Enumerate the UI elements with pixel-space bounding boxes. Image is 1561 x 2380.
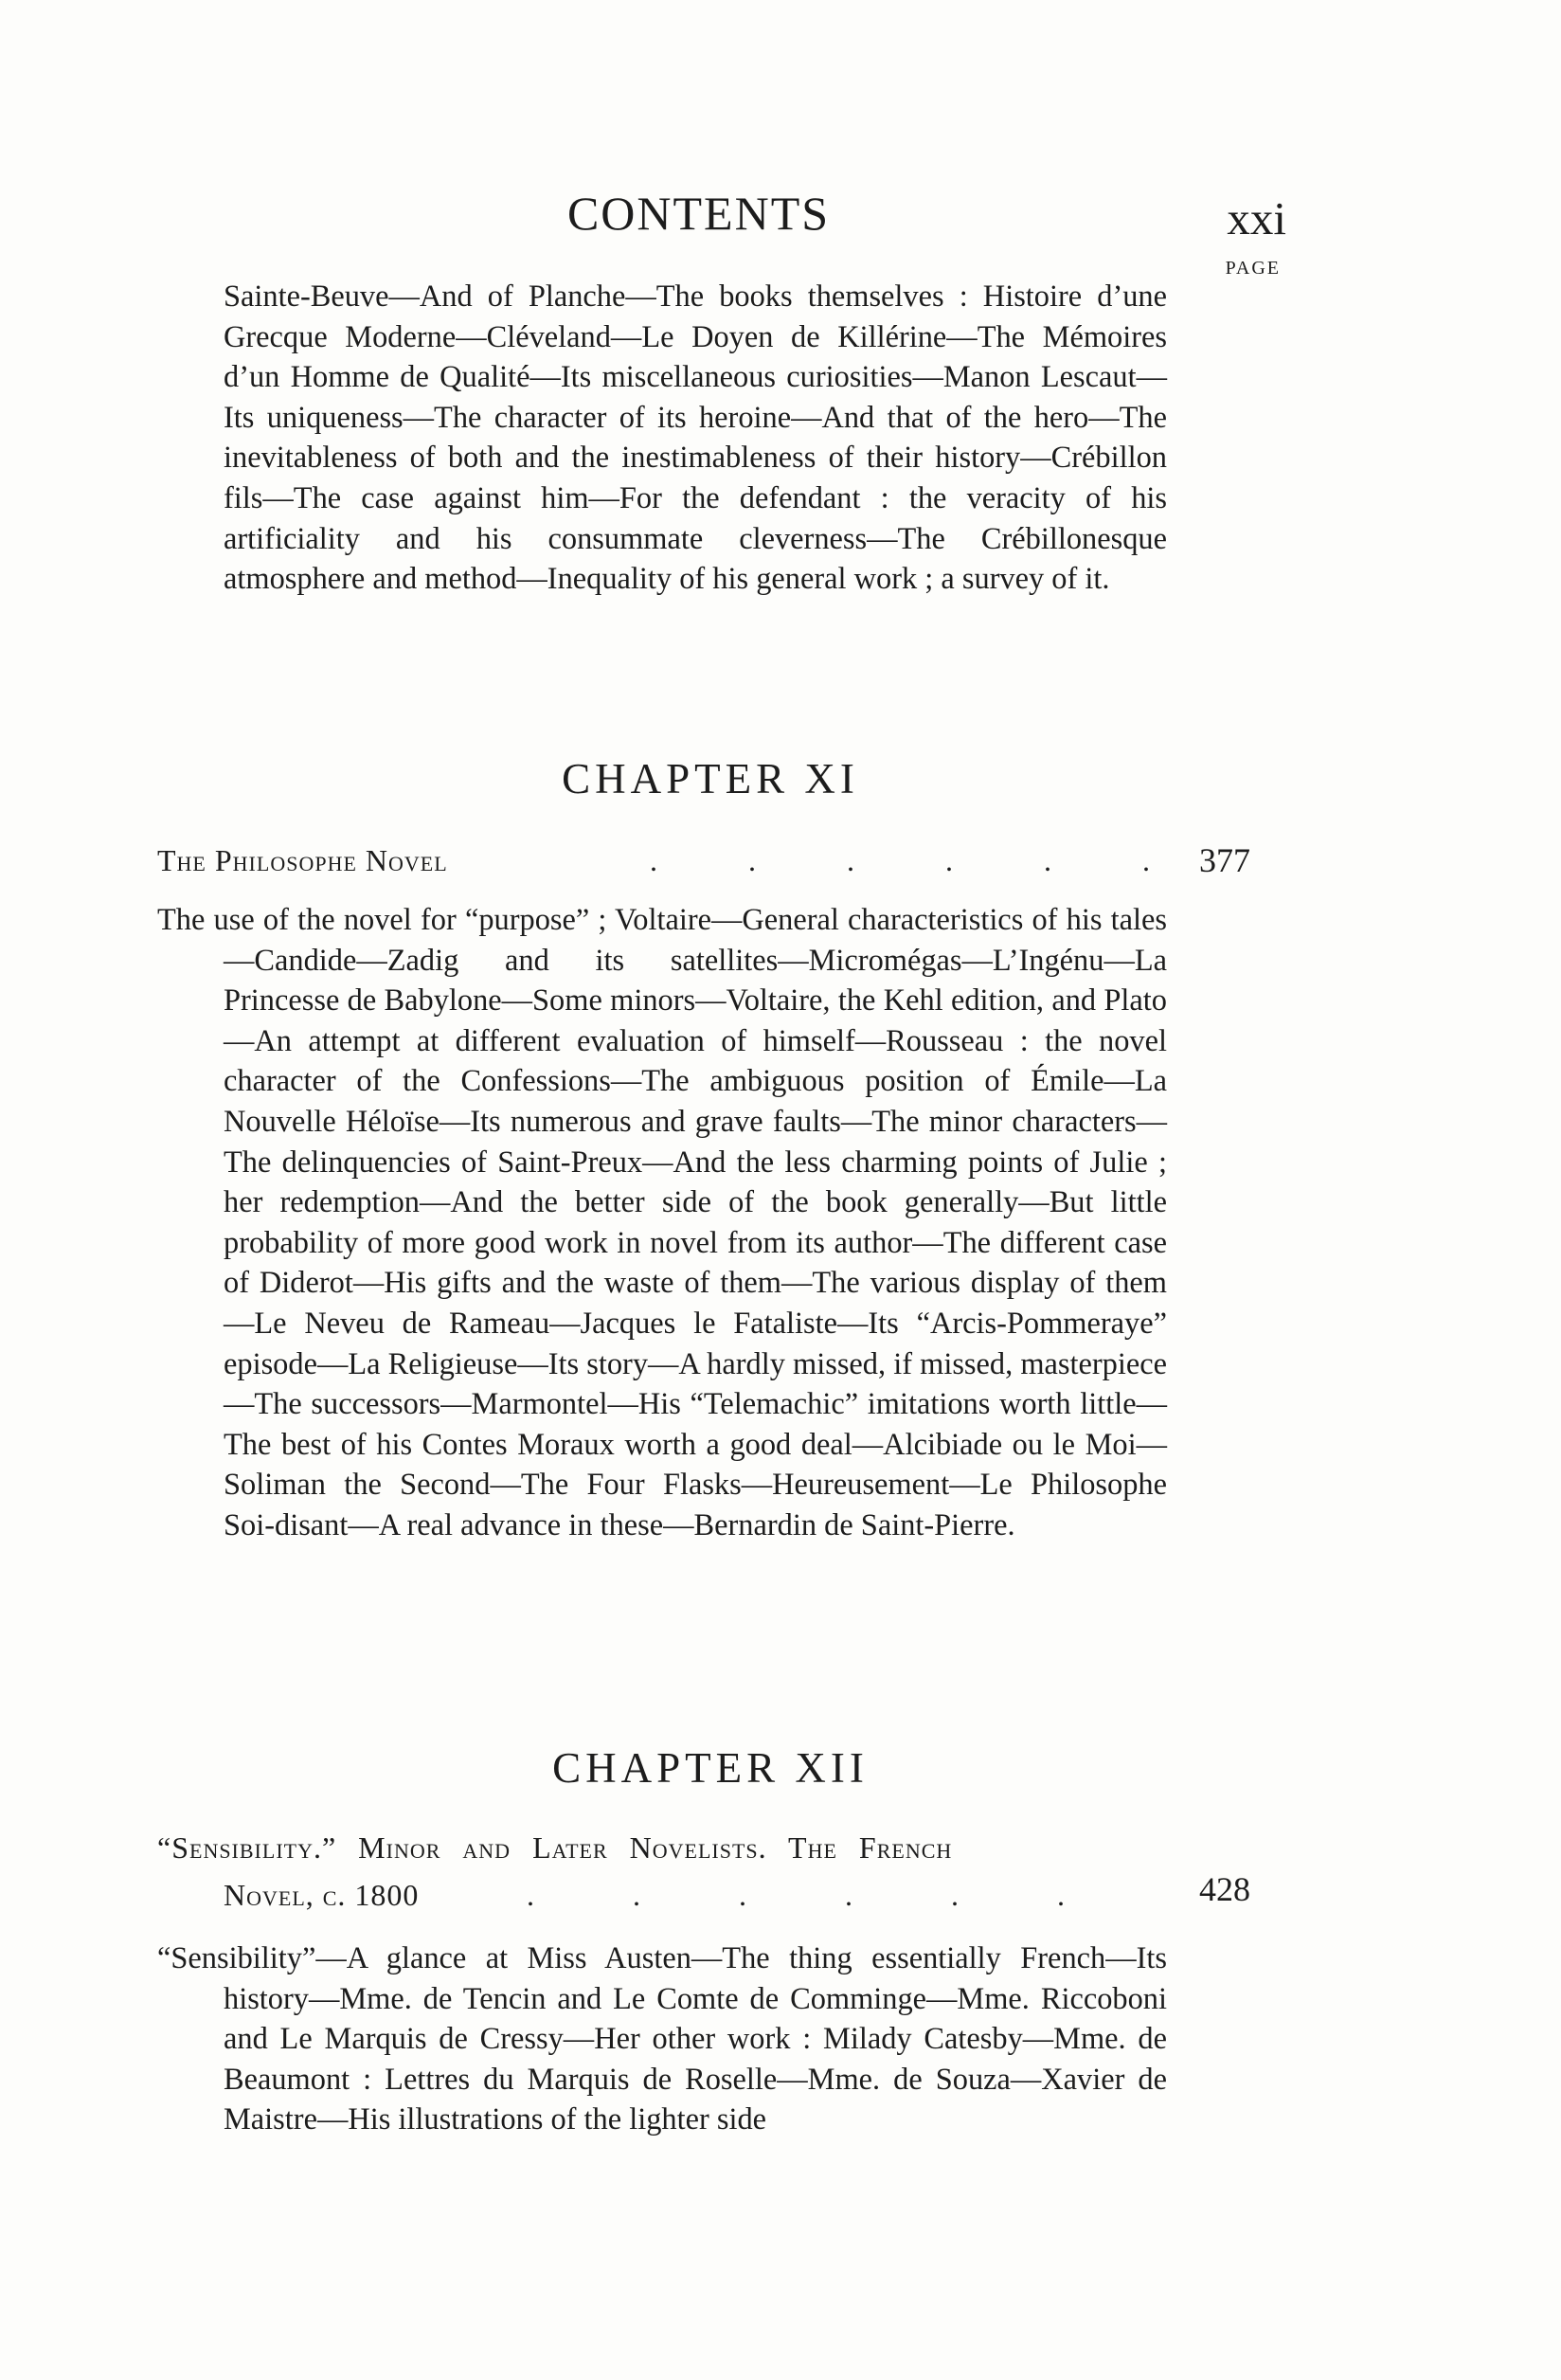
chapter-xi-title-entry — [157, 837, 1167, 884]
chapter-xi-title: The Philosophe Novel — [157, 843, 448, 877]
chapter-x-summary-continued: Sainte-Beuve—And of Planche—The books themselves : Histoire d’une Grecque Moderne—Cléveland—Le Doyen de Killérine—The Mémoires d’un Homme de Qualité—Its miscellaneous curiosities—Manon Lescaut—Its uniqueness—The character of its heroine—And that of the hero—The inevitableness of both and the inestimableness of their history—Crébillon fils—The case against him—For the defendant : the veracity of his artificiality and his consummate cleverness—The Crébillonesque atmosphere and method—Inequality of his general work ; a survey of it. — [224, 279, 1167, 597]
chapter-xii-title-line2: Novel, c. 1800 — [224, 1878, 420, 1912]
chapter-xii-page-number: 428 — [1199, 1870, 1250, 1908]
chapter-xi-heading: CHAPTER XI — [562, 755, 859, 802]
chapter-xii-title-line1: “Sensibility.” Minor and Later Novelists. The French — [157, 1830, 953, 1865]
running-head-title: CONTENTS — [566, 187, 831, 240]
leader-dots: . . . . . . — [650, 843, 1150, 877]
chapter-xii-title-entry — [157, 1824, 1167, 1919]
chapter-xii-summary: “Sensibility”—A glance at Miss Austen—The thing essentially French—Its history—Mme. de Tencin and Le Comte de Comminge—Mme. Riccoboni and Le Marquis de Cressy—Her other work : Milady Catesby—Mme. de Beaumont : Lettres du Marquis de Roselle—Mme. de Souza—Xavier de Maistre—His illustrations of the lighter side — [157, 1941, 1167, 2137]
chapter-xi-page-number: 377 — [1199, 841, 1250, 879]
page-column-label: PAGE — [1225, 258, 1281, 279]
chapter-xi-summary: The use of the novel for “purpose” ; Voltaire—General characteristics of his tales—Candide—Zadig and its satellites—Micromégas—L’Ingénu—La Princesse de Babylone—Some minors—Voltaire, the Kehl edition, and Plato—An attempt at different evaluation of himself—Rousseau : the novel character of the Confessions—The ambiguous position of Émile—La Nouvelle Héloïse—Its numerous and grave faults—The minor characters—The delinquencies of Saint-Preux—And the less charming points of Julie ; her redemption—And the better side of the book generally—But little probability of more good work in novel from its author—The different case of Diderot—His gifts and the waste of them—The various display of them—Le Neveu de Rameau—Jacques le Fataliste—Its “Arcis-Pommeraye” episode—La Religieuse—Its story—A hardly missed, if missed, masterpiece—The successors—Marmontel—His “Telemachic” imitations worth little—The best of his Contes Moraux worth a good deal—Alcibiade ou le Moi—Soliman the Second—The Four Flasks—Heureusement—Le Philosophe Soi-disant—A real advance in these—Bernardin de Saint-Pierre. — [157, 903, 1167, 1542]
leader-dots: . . . . . . — [527, 1878, 1065, 1912]
page-folio: xxi — [1227, 192, 1286, 244]
chapter-xii-heading: CHAPTER XII — [552, 1744, 869, 1792]
